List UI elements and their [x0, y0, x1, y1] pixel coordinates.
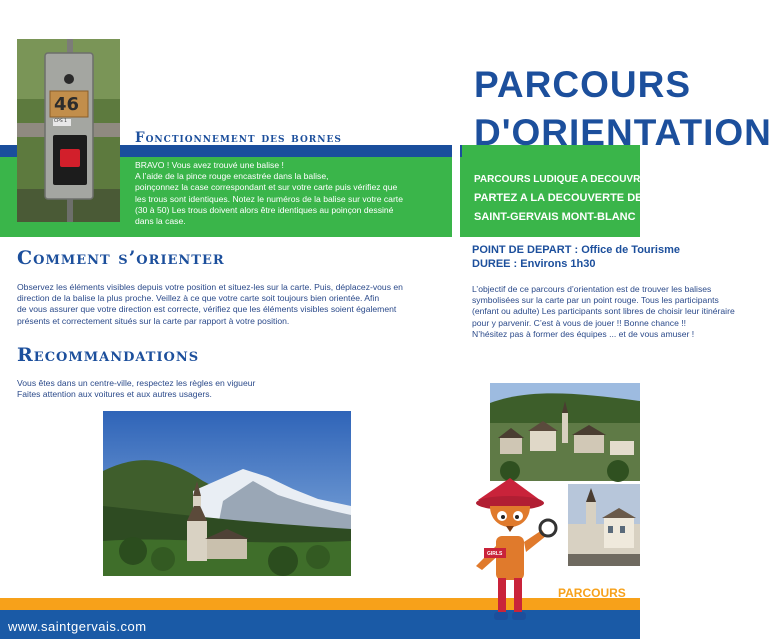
orienter-text	[17, 282, 441, 327]
recommandations-line: Faites attention aux voitures et aux autres usagers.	[17, 389, 212, 400]
marker-post-photo	[17, 39, 120, 222]
mascot-illustration	[460, 470, 560, 630]
point-de-depart: POINT DE DEPART : Office de Tourisme	[472, 244, 681, 256]
orienter-line: Observez les éléments visibles depuis votre position et situez-les sur la carte. Puis, déplacez-vous en	[17, 282, 403, 292]
bornes-line: les trous sont identiques. Notez le numéros de la balise sur votre carte	[135, 193, 403, 204]
bottom-parcours-label: PARCOURS	[558, 586, 626, 600]
green-line-3: SAINT-GERVAIS MONT-BLANC	[474, 211, 636, 223]
footer-url[interactable]: www.saintgervais.com	[8, 619, 147, 634]
duree: DUREE : Environs 1h30	[472, 258, 596, 270]
green-line-1: PARCOURS LUDIQUE A DECOUVRIR	[474, 174, 651, 185]
objectif-line: L’objectif de ce parcours d’orientation est de trouver les balises	[472, 284, 712, 294]
marker-post-illustration	[17, 39, 120, 222]
bornes-line: poinçonnez la case correspondant et sur votre carte puis vérifiez que	[135, 182, 398, 193]
objectif-text	[472, 284, 772, 340]
mountain-village-photo	[103, 411, 351, 576]
bornes-line: (30 à 50) Les trous doivent alors être identiques au poinçon dessiné	[135, 204, 394, 215]
page-fold-divider	[452, 0, 460, 639]
church-illustration	[568, 484, 640, 566]
mountain-village-illustration	[103, 411, 351, 576]
orienter-line: de vous assurer que votre direction est correcte, vérifiez que les éléments visibles soient également	[17, 304, 397, 315]
church-photo	[568, 484, 640, 566]
bornes-line: dans la case.	[135, 216, 186, 227]
recommandations-text	[17, 378, 441, 400]
recommandations-line: Vous êtes dans un centre-ville, respectez les règles en vigueur	[17, 378, 256, 388]
orienter-line: direction de la balise la plus proche. Veillez à ce que votre carte soit toujours bien orientée. Afin	[17, 293, 380, 304]
orienter-title: Comment s’orienter	[17, 247, 225, 269]
mascot-label: GIRLS	[487, 551, 503, 557]
bornes-text	[135, 160, 445, 227]
bornes-line: BRAVO ! Vous avez trouvé une balise !	[135, 160, 284, 170]
marker-plate-label: CPS 1	[54, 119, 68, 124]
marker-number: 46	[54, 94, 80, 115]
town-illustration	[490, 383, 640, 481]
title-line-2: D'ORIENTATION	[474, 112, 772, 153]
bornes-title: Fonctionnement des bornes	[135, 130, 342, 146]
town-photo	[490, 383, 640, 481]
green-line-2: PARTEZ A LA DECOUVERTE DE	[474, 192, 643, 204]
objectif-line: N’hésitez pas à former des équipes ... et de vous amuser !	[472, 328, 695, 339]
bornes-line: A l’aide de la pince rouge encastrée dans la balise,	[135, 171, 329, 182]
title-line-1: PARCOURS	[474, 64, 691, 105]
green-band-right	[462, 145, 643, 237]
objectif-line: (enfant ou adulte) Les participants sont libres de choisir leur itinéraire	[472, 306, 735, 317]
orienter-line: présents et correctement situés sur la carte par rapport à votre position.	[17, 315, 290, 326]
recommandations-title: Recommandations	[17, 344, 200, 366]
objectif-line: symbolisées sur la carte par un point rouge. Tous les participants	[472, 295, 719, 306]
objectif-line: pour y parvenir. C’est à vous de jouer !! Bonne chance !!	[472, 317, 687, 328]
mascot-detective	[460, 470, 560, 630]
